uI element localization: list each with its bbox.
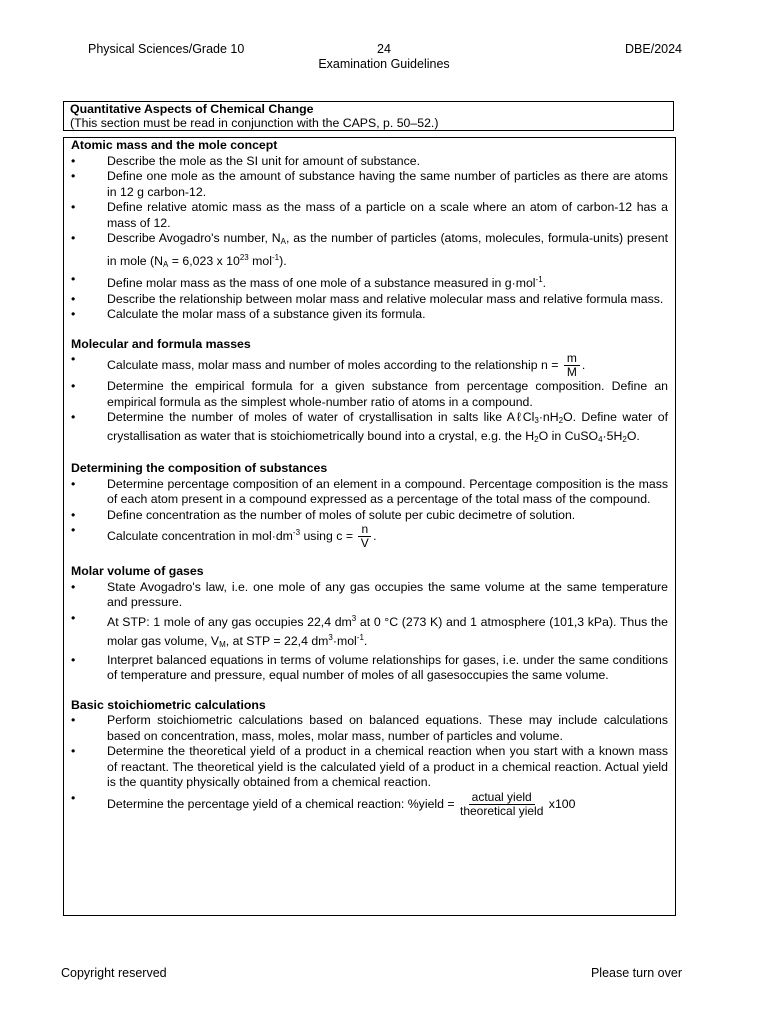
bullet-item: • Calculate concentration in $mol\cdot dm^{-3}$ using c = $\frac{n}{V}$ . bbox=[71, 522, 377, 550]
footer-turn-over: Please turn over bbox=[590, 966, 682, 980]
bullet-list bbox=[71, 713, 668, 818]
section-title: Atomic mass and the mole concept bbox=[71, 138, 278, 152]
bullet-icon: • bbox=[71, 231, 76, 245]
bullet-item: • Determine percentage composition of an element in a compound. Percentage composition is the mass of each atom present in a compound expressed as a percentage of the total mass of the compound. bbox=[71, 476, 668, 506]
bullet-item: • Define relative atomic mass as the mass of a particle on a scale where an atom of carbon-12 has a mass of 12. bbox=[71, 200, 668, 230]
bullet-icon: • bbox=[71, 352, 76, 366]
bullet-icon: • bbox=[71, 744, 76, 758]
bullet-item: • Describe the mole as the SI unit for amount of substance. bbox=[71, 153, 421, 168]
bullet-icon: • bbox=[71, 652, 76, 667]
section bbox=[71, 461, 668, 550]
topic-title: Quantitative Aspects of Chemical Change bbox=[70, 102, 314, 116]
bullet-item: • Determine the percentage yield of a chemical reaction: %yield = $\frac{\text{actual yield}}{\text{theoretical yield}}$ x100 bbox=[71, 789, 576, 818]
bullet-icon: • bbox=[71, 507, 76, 522]
bullet-item: • Describe the relationship between molar mass and relative molecular mass and relative formula mass. bbox=[71, 291, 664, 306]
bullet-item: • Determine the number of moles of water of crystallisation in salts like $A\ell Cl_3\cdot nH_2O$. Define water of crystallisation as water that is stoichiometrically bound into a crystal, e.g. the $H_2O$ in $CuSO_4\cdot 5H_2O$. bbox=[71, 410, 668, 444]
bullet-icon: • bbox=[71, 523, 76, 537]
bullet-icon: • bbox=[71, 291, 76, 306]
section bbox=[71, 698, 668, 818]
bullet-icon: • bbox=[71, 169, 76, 183]
fraction: $\frac{\text{actual yield}}{\text{theoretical yield}}$ bbox=[460, 789, 544, 818]
bullet-icon: • bbox=[71, 200, 76, 214]
bullet-item: • Define concentration as the number of moles of solute per cubic decimetre of solution. bbox=[71, 507, 576, 522]
document-subtitle: Examination Guidelines bbox=[318, 57, 450, 71]
bullet-item: • Determine the empirical formula for a given substance from percentage composition. Define an empirical formula as the simplest whole-number ratio of atoms in a compound. bbox=[71, 379, 668, 409]
section bbox=[71, 564, 668, 684]
bullet-item: • Calculate the molar mass of a substance given its formula. bbox=[71, 307, 426, 321]
bullet-list bbox=[71, 477, 668, 551]
topic-title-box bbox=[63, 101, 674, 131]
bullet-item: • Define molar mass as the mass of one mole of a substance measured in g·mol$^{-1}$. bbox=[71, 272, 547, 290]
bullet-icon: • bbox=[71, 476, 76, 491]
section-title: Determining the composition of substances bbox=[71, 461, 328, 475]
bullet-item: • At STP: 1 mole of any gas occupies 22,4 $dm^3$ at 0 °C (273 K) and 1 atmosphere (101,3 kPa). Thus the molar gas volume, $V_M$, at STP = 22,4 $dm^3\cdot mol^{-1}$. bbox=[71, 610, 668, 649]
bullet-item: • Calculate mass, molar mass and number of moles according to the relationship n = $\frac{m}{M}$ . bbox=[71, 351, 586, 379]
fraction: $\frac{n}{V}$ bbox=[358, 523, 371, 550]
bullet-icon: • bbox=[71, 410, 76, 424]
bullet-icon: • bbox=[71, 307, 76, 321]
bullet-icon: • bbox=[71, 272, 76, 286]
bullet-list bbox=[71, 154, 668, 323]
bullet-item: • Define one mole as the amount of substance having the same number of particles as there are atoms in 12 g carbon-12. bbox=[71, 169, 668, 199]
topic-note: (This section must be read in conjunction with the CAPS, p. 50–52.) bbox=[70, 116, 439, 130]
bullet-list bbox=[71, 352, 668, 447]
bullet-item: • Describe Avogadro's number, $N_A$, as the number of particles (atoms, molecules, formula-units) present in mole ($N_A = 6,023$ x $10^{23}$ mol$^{-1}$). bbox=[71, 231, 668, 269]
bullet-icon: • bbox=[71, 579, 76, 594]
bullet-icon: • bbox=[71, 153, 76, 168]
bullet-icon: • bbox=[71, 713, 76, 727]
page-number: 24 bbox=[377, 42, 391, 56]
bullet-icon: • bbox=[71, 379, 76, 393]
section bbox=[71, 337, 668, 448]
bullet-item: • Perform stoichiometric calculations based on balanced equations. These may include calculations based on concentration, mass, moles, molar mass, number of particles and volume. bbox=[71, 713, 668, 743]
bullet-icon: • bbox=[71, 790, 76, 805]
bullet-icon: • bbox=[71, 610, 76, 625]
section-title: Molecular and formula masses bbox=[71, 336, 251, 351]
section bbox=[71, 138, 668, 323]
content-box bbox=[63, 137, 676, 916]
section-title: Molar volume of gases bbox=[71, 564, 204, 578]
footer-copyright: Copyright reserved bbox=[61, 966, 167, 980]
header-code: DBE/2024 bbox=[625, 42, 682, 56]
header-subject: Physical Sciences/Grade 10 bbox=[88, 42, 245, 56]
bullet-item: • State Avogadro's law, i.e. one mole of any gas occupies the same volume at the same temperature and pressure. bbox=[71, 579, 668, 609]
bullet-item: • Interpret balanced equations in terms of volume relationships for gases, i.e. under the same conditions of temperature and pressure, equal number of moles of all gasesoccupies the same volume. bbox=[71, 652, 668, 682]
section-title: Basic stoichiometric calculations bbox=[71, 697, 266, 712]
bullet-list bbox=[71, 580, 668, 684]
fraction: $\frac{m}{M}$ bbox=[564, 352, 580, 379]
bullet-item: • Determine the theoretical yield of a product in a chemical reaction when you start with a known mass of reactant. The theoretical yield is the calculated yield of a product in a chemical reaction. Actual yield is the quantity physically obtained from a chemical reaction. bbox=[71, 744, 668, 789]
